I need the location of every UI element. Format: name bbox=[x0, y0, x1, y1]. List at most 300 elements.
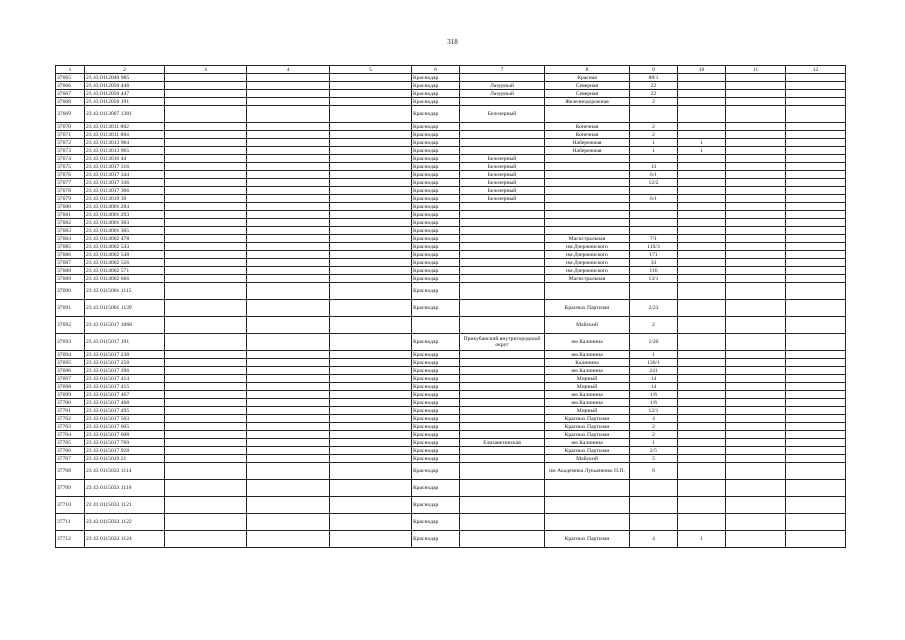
table-cell bbox=[330, 171, 412, 179]
table-cell: 37674 bbox=[56, 155, 85, 163]
table-cell: Краснодар bbox=[412, 171, 460, 179]
table-cell bbox=[330, 300, 412, 317]
table-cell bbox=[165, 211, 247, 219]
table-row bbox=[56, 106, 846, 123]
table-cell bbox=[247, 275, 330, 283]
table-cell bbox=[786, 195, 846, 203]
table-cell bbox=[460, 283, 545, 300]
table-cell bbox=[786, 391, 846, 399]
table-cell bbox=[165, 74, 247, 82]
table-cell: Красных Партизан bbox=[545, 423, 630, 431]
table-cell bbox=[165, 431, 247, 439]
table-cell bbox=[786, 74, 846, 82]
table-cell bbox=[330, 480, 412, 497]
table-cell bbox=[412, 317, 460, 334]
table-cell: 37677 bbox=[56, 179, 85, 187]
table-cell bbox=[460, 123, 545, 131]
table-cell bbox=[630, 497, 678, 514]
table-cell bbox=[165, 187, 247, 195]
table-cell bbox=[165, 259, 247, 267]
table-cell bbox=[678, 283, 726, 300]
table-cell bbox=[545, 155, 630, 163]
registry-table bbox=[55, 65, 846, 548]
table-cell: 37681 bbox=[56, 211, 85, 219]
table-cell bbox=[726, 447, 786, 455]
table-cell bbox=[247, 219, 330, 227]
table-cell bbox=[460, 275, 545, 283]
table-cell bbox=[545, 163, 630, 171]
table-cell bbox=[247, 463, 330, 480]
table-cell bbox=[726, 300, 786, 317]
table-cell bbox=[165, 147, 247, 155]
table-cell bbox=[330, 195, 412, 203]
table-cell: 23 43 0115017 1068 bbox=[85, 317, 165, 334]
table-cell bbox=[165, 359, 247, 367]
table-cell bbox=[678, 497, 726, 514]
table-cell: 37685 bbox=[56, 243, 85, 251]
table-cell bbox=[678, 98, 726, 106]
table-cell: Краснодар bbox=[412, 463, 460, 480]
table-row bbox=[56, 195, 846, 203]
table-cell bbox=[247, 187, 330, 195]
table-cell: Красных Партизан bbox=[545, 531, 630, 548]
table-cell: Краснодар bbox=[412, 219, 460, 227]
table-row bbox=[56, 179, 846, 187]
table-cell bbox=[786, 497, 846, 514]
table-cell: 37671 bbox=[56, 131, 85, 139]
table-cell bbox=[726, 391, 786, 399]
table-cell bbox=[678, 431, 726, 439]
table-cell bbox=[247, 317, 330, 334]
table-row bbox=[56, 391, 846, 399]
table-row bbox=[56, 235, 846, 243]
table-cell: 23 43 0115033 1114 bbox=[85, 463, 165, 480]
table-cell: 37701 bbox=[56, 407, 85, 415]
table-cell bbox=[330, 497, 412, 514]
table-cell bbox=[330, 179, 412, 187]
table-cell bbox=[630, 480, 678, 497]
table-cell bbox=[247, 227, 330, 235]
table-cell bbox=[460, 431, 545, 439]
table-cell bbox=[330, 455, 412, 463]
table-row bbox=[56, 351, 846, 359]
table-cell bbox=[678, 407, 726, 415]
table-cell bbox=[165, 399, 247, 407]
table-cell bbox=[726, 439, 786, 447]
table-cell bbox=[786, 283, 846, 300]
table-cell bbox=[726, 431, 786, 439]
table-cell bbox=[726, 187, 786, 195]
table-cell bbox=[165, 155, 247, 163]
table-cell bbox=[786, 423, 846, 431]
table-cell bbox=[165, 179, 247, 187]
table-cell bbox=[165, 203, 247, 211]
table-cell: Краснодар bbox=[412, 455, 460, 463]
table-cell bbox=[678, 219, 726, 227]
table-cell: 37673 bbox=[56, 147, 85, 155]
table-cell bbox=[247, 447, 330, 455]
table-cell bbox=[786, 131, 846, 139]
table-cell: 6/1 bbox=[630, 195, 678, 203]
table-row bbox=[56, 447, 846, 455]
table-cell bbox=[545, 171, 630, 179]
table-cell bbox=[460, 147, 545, 155]
table-cell bbox=[786, 235, 846, 243]
table-cell: Краснодар bbox=[412, 106, 460, 123]
table-row bbox=[56, 155, 846, 163]
table-cell bbox=[726, 415, 786, 423]
table-cell bbox=[460, 455, 545, 463]
table-cell: им.Дзержинского bbox=[545, 259, 630, 267]
table-cell: Краснодар bbox=[412, 447, 460, 455]
table-cell bbox=[460, 531, 545, 548]
table-cell: 37676 bbox=[56, 171, 85, 179]
header-cell: 12 bbox=[786, 66, 846, 74]
table-cell bbox=[330, 155, 412, 163]
table-cell bbox=[460, 74, 545, 82]
table-cell bbox=[726, 131, 786, 139]
table-cell bbox=[726, 147, 786, 155]
table-row bbox=[56, 375, 846, 383]
table-cell bbox=[726, 74, 786, 82]
table-cell bbox=[165, 131, 247, 139]
table-cell bbox=[630, 106, 678, 123]
table-row bbox=[56, 227, 846, 235]
table-cell bbox=[165, 531, 247, 548]
table-cell bbox=[545, 283, 630, 300]
table-cell bbox=[545, 497, 630, 514]
table-cell: Краснодар bbox=[412, 235, 460, 243]
table-row bbox=[56, 431, 846, 439]
table-cell: 37684 bbox=[56, 235, 85, 243]
table-cell bbox=[726, 514, 786, 531]
table-cell: 37688 bbox=[56, 267, 85, 275]
table-cell bbox=[678, 367, 726, 375]
table-row bbox=[56, 243, 846, 251]
table-cell bbox=[247, 251, 330, 259]
table-cell bbox=[726, 317, 786, 334]
table-cell: Краснодар bbox=[412, 195, 460, 203]
table-cell: 23 43 0115019 21 bbox=[85, 455, 165, 463]
table-cell: Краснодар bbox=[412, 439, 460, 447]
table-row bbox=[56, 267, 846, 275]
table-cell bbox=[247, 531, 330, 548]
table-cell: 23 43 0114001 305 bbox=[85, 227, 165, 235]
table-cell: Набережная bbox=[545, 147, 630, 155]
table-cell bbox=[460, 251, 545, 259]
table-cell: Краснодар bbox=[412, 147, 460, 155]
table-cell bbox=[460, 98, 545, 106]
table-cell: 1 bbox=[630, 139, 678, 147]
table-cell bbox=[786, 251, 846, 259]
table-cell bbox=[678, 123, 726, 131]
table-cell bbox=[330, 283, 412, 300]
table-cell: Краснодар bbox=[412, 383, 460, 391]
table-cell bbox=[726, 106, 786, 123]
table-cell bbox=[726, 179, 786, 187]
table-cell: Конечная bbox=[545, 123, 630, 131]
table-cell bbox=[786, 375, 846, 383]
table-cell: 23 43 0115017 468 bbox=[85, 399, 165, 407]
table-cell: 2 bbox=[630, 123, 678, 131]
table-cell: Мирный bbox=[545, 383, 630, 391]
table-cell bbox=[247, 211, 330, 219]
table-cell: 14 bbox=[630, 375, 678, 383]
table-cell bbox=[460, 131, 545, 139]
table-cell bbox=[678, 259, 726, 267]
table-cell: 37689 bbox=[56, 275, 85, 283]
table-cell bbox=[726, 243, 786, 251]
table-cell: 37697 bbox=[56, 375, 85, 383]
table-cell: 2 bbox=[630, 131, 678, 139]
table-cell: 23 43 0112050 447 bbox=[85, 90, 165, 98]
table-cell bbox=[460, 351, 545, 359]
table-cell bbox=[678, 351, 726, 359]
table-cell: 6/1 bbox=[630, 171, 678, 179]
header-cell: 8 bbox=[545, 66, 630, 74]
table-cell bbox=[165, 415, 247, 423]
table-cell bbox=[786, 203, 846, 211]
table-cell bbox=[330, 383, 412, 391]
table-cell bbox=[786, 334, 846, 351]
table-cell: им.Дзержинского bbox=[545, 243, 630, 251]
table-cell: Краснодар bbox=[412, 514, 460, 531]
table-cell: 2/5 bbox=[630, 447, 678, 455]
table-cell: 23 43 0113016 44 bbox=[85, 155, 165, 163]
table-row bbox=[56, 407, 846, 415]
table-cell: Краснодар bbox=[412, 243, 460, 251]
table-row bbox=[56, 187, 846, 195]
table-row bbox=[56, 367, 846, 375]
table-cell: 37711 bbox=[56, 514, 85, 531]
table-cell bbox=[330, 407, 412, 415]
table-cell bbox=[545, 514, 630, 531]
table-cell: им Академика Лукьяненко П.П. bbox=[545, 463, 630, 480]
table-cell: 23 43 0114002 556 bbox=[85, 259, 165, 267]
table-cell: 1 bbox=[678, 147, 726, 155]
table-cell bbox=[726, 90, 786, 98]
table-cell: Белозерный bbox=[460, 155, 545, 163]
table-cell bbox=[678, 399, 726, 407]
table-cell bbox=[545, 219, 630, 227]
table-cell: 5 bbox=[630, 455, 678, 463]
table-cell: 23 43 0115017 928 bbox=[85, 447, 165, 455]
table-cell bbox=[247, 283, 330, 300]
table-row bbox=[56, 139, 846, 147]
table-cell bbox=[678, 275, 726, 283]
table-row bbox=[56, 423, 846, 431]
table-cell bbox=[165, 98, 247, 106]
table-cell: 1/6 bbox=[630, 391, 678, 399]
table-cell bbox=[460, 375, 545, 383]
table-cell bbox=[460, 243, 545, 251]
table-cell bbox=[726, 480, 786, 497]
table-cell: 37680 bbox=[56, 203, 85, 211]
table-cell bbox=[726, 334, 786, 351]
table-cell: им.Калинина bbox=[545, 351, 630, 359]
table-cell bbox=[726, 423, 786, 431]
table-cell: 23 43 0114002 543 bbox=[85, 243, 165, 251]
table-cell: Елизаветинская bbox=[460, 439, 545, 447]
table-cell: Краснодар bbox=[412, 531, 460, 548]
table-cell bbox=[678, 155, 726, 163]
table-cell: 23 43 0114002 666 bbox=[85, 275, 165, 283]
table-cell: 37704 bbox=[56, 431, 85, 439]
header-cell: 7 bbox=[460, 66, 545, 74]
table-cell bbox=[726, 139, 786, 147]
table-cell bbox=[165, 195, 247, 203]
table-cell: Лазурный bbox=[460, 90, 545, 98]
table-cell bbox=[630, 211, 678, 219]
table-cell: 1 bbox=[678, 531, 726, 548]
table-cell bbox=[726, 283, 786, 300]
table-cell bbox=[630, 514, 678, 531]
table-row bbox=[56, 211, 846, 219]
table-cell bbox=[786, 171, 846, 179]
table-cell: 37706 bbox=[56, 447, 85, 455]
table-cell bbox=[726, 351, 786, 359]
table-cell: 37666 bbox=[56, 82, 85, 90]
table-cell bbox=[330, 367, 412, 375]
table-cell: 14 bbox=[630, 383, 678, 391]
table-cell: Краснодар bbox=[412, 82, 460, 90]
table-cell: 37679 bbox=[56, 195, 85, 203]
table-cell bbox=[247, 267, 330, 275]
table-cell: 241 bbox=[630, 367, 678, 375]
table-cell: 2 bbox=[630, 431, 678, 439]
table-cell bbox=[786, 219, 846, 227]
table-cell: Краснодар bbox=[412, 497, 460, 514]
table-cell bbox=[460, 497, 545, 514]
table-cell bbox=[247, 399, 330, 407]
header-cell: 3 bbox=[165, 66, 247, 74]
table-cell bbox=[330, 391, 412, 399]
table-cell bbox=[726, 251, 786, 259]
table-cell bbox=[165, 235, 247, 243]
table-cell bbox=[726, 267, 786, 275]
table-cell: Краснодар bbox=[412, 251, 460, 259]
table-cell bbox=[726, 82, 786, 90]
table-cell bbox=[165, 439, 247, 447]
table-cell bbox=[726, 171, 786, 179]
table-cell bbox=[630, 283, 678, 300]
table-cell: Краснодар bbox=[412, 187, 460, 195]
table-cell: 33 bbox=[630, 259, 678, 267]
table-cell: 37693 bbox=[56, 334, 85, 351]
table-cell: 37678 bbox=[56, 187, 85, 195]
table-cell bbox=[786, 211, 846, 219]
table-cell bbox=[726, 155, 786, 163]
table-cell bbox=[247, 82, 330, 90]
table-cell bbox=[726, 235, 786, 243]
table-row bbox=[56, 163, 846, 171]
table-cell: 22 bbox=[630, 90, 678, 98]
table-cell bbox=[678, 106, 726, 123]
table-cell bbox=[786, 187, 846, 195]
table-cell: 23 43 0115001 1139 bbox=[85, 300, 165, 317]
table-cell bbox=[247, 359, 330, 367]
table-cell bbox=[678, 235, 726, 243]
table-cell bbox=[460, 317, 545, 334]
table-cell bbox=[786, 147, 846, 155]
table-cell bbox=[678, 243, 726, 251]
table-cell bbox=[330, 514, 412, 531]
table-cell: Белозерный bbox=[460, 179, 545, 187]
table-cell: 22 bbox=[630, 82, 678, 90]
table-cell: Магистральная bbox=[545, 275, 630, 283]
table-cell bbox=[247, 147, 330, 155]
table-cell: 37669 bbox=[56, 106, 85, 123]
table-cell: 23 43 0115017 191 bbox=[85, 334, 165, 351]
table-cell bbox=[678, 423, 726, 431]
table-cell bbox=[330, 227, 412, 235]
table-cell: 23 43 0115033 1116 bbox=[85, 480, 165, 497]
table-cell: Краснодар bbox=[412, 163, 460, 171]
table-cell: 88/1 bbox=[630, 74, 678, 82]
table-cell bbox=[165, 514, 247, 531]
table-cell: 116/3 bbox=[630, 243, 678, 251]
table-cell bbox=[330, 90, 412, 98]
table-cell: 1 bbox=[630, 147, 678, 155]
header-cell: 9 bbox=[630, 66, 678, 74]
table-cell bbox=[630, 155, 678, 163]
table-cell bbox=[678, 480, 726, 497]
table-cell bbox=[330, 251, 412, 259]
table-cell: Краснодар bbox=[412, 131, 460, 139]
table-cell bbox=[330, 139, 412, 147]
table-cell bbox=[165, 243, 247, 251]
table-cell bbox=[247, 383, 330, 391]
table-cell: Мирный bbox=[545, 375, 630, 383]
table-cell bbox=[165, 375, 247, 383]
table-cell: Мирный bbox=[545, 407, 630, 415]
table-cell: 23 43 0113007 1381 bbox=[85, 106, 165, 123]
table-cell bbox=[165, 275, 247, 283]
table-cell bbox=[786, 447, 846, 455]
table-cell: Прикубанский внутригородской округ bbox=[460, 334, 545, 351]
table-cell bbox=[330, 82, 412, 90]
table-cell bbox=[330, 219, 412, 227]
table-cell bbox=[545, 195, 630, 203]
table-cell bbox=[330, 131, 412, 139]
table-cell bbox=[460, 259, 545, 267]
header-cell: 1 bbox=[56, 66, 85, 74]
table-cell bbox=[786, 367, 846, 375]
table-row bbox=[56, 90, 846, 98]
table-cell bbox=[678, 455, 726, 463]
table-cell bbox=[786, 399, 846, 407]
table-cell: 37683 bbox=[56, 227, 85, 235]
table-cell bbox=[247, 195, 330, 203]
table-cell bbox=[786, 531, 846, 548]
table-cell bbox=[247, 391, 330, 399]
table-cell: 23 43 0115017 769 bbox=[85, 439, 165, 447]
table-cell bbox=[678, 415, 726, 423]
table-cell bbox=[726, 455, 786, 463]
table-cell bbox=[165, 82, 247, 90]
table-cell: Краснодар bbox=[412, 407, 460, 415]
table-cell bbox=[247, 98, 330, 106]
table-cell: Краснодар bbox=[412, 375, 460, 383]
table-cell: 37672 bbox=[56, 139, 85, 147]
table-cell: 23 43 0115033 1121 bbox=[85, 497, 165, 514]
table-cell bbox=[545, 203, 630, 211]
table-cell: 13/1 bbox=[630, 275, 678, 283]
table-cell: 37694 bbox=[56, 351, 85, 359]
table-cell bbox=[678, 463, 726, 480]
table-cell bbox=[460, 235, 545, 243]
table-cell bbox=[726, 407, 786, 415]
